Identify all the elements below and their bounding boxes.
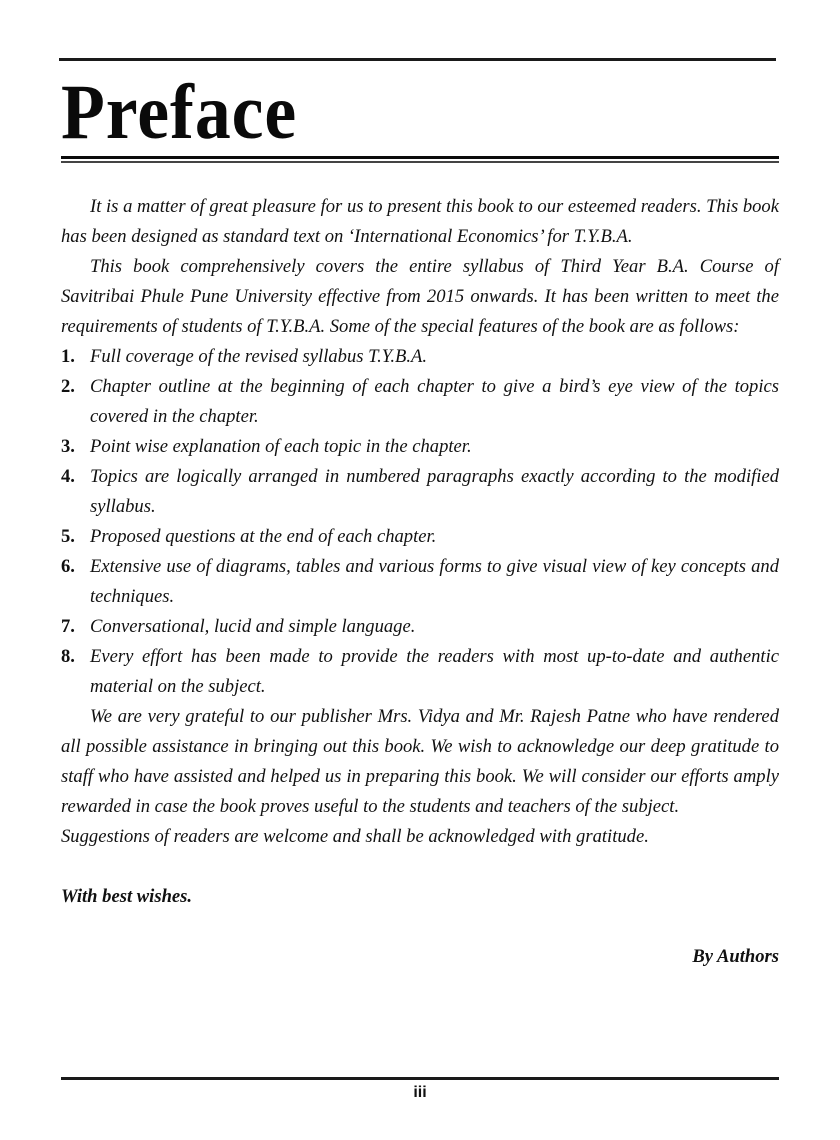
spacer xyxy=(61,852,779,882)
list-item xyxy=(61,462,779,522)
list-item xyxy=(61,342,779,372)
intro-paragraph-1: It is a matter of great pleasure for us to present this book to our esteemed readers. This book has been designed as standard text on ‘International Economics’ for T.Y.B.A. xyxy=(61,196,779,247)
list-number: 5. xyxy=(61,526,75,547)
list-text: Full coverage of the revised syllabus T.Y.B.A. xyxy=(90,346,428,367)
list-text: Conversational, lucid and simple language. xyxy=(90,616,416,637)
title-rule-thick xyxy=(61,156,779,159)
list-item xyxy=(61,642,779,702)
list-text: Point wise explanation of each topic in the chapter. xyxy=(90,436,472,457)
list-text: Topics are logically arranged in numbered paragraphs exactly according to the modified syllabus. xyxy=(90,466,779,517)
list-number: 6. xyxy=(61,556,75,577)
suggestions-paragraph: Suggestions of readers are welcome and shall be acknowledged with gratitude. xyxy=(61,826,649,847)
list-item xyxy=(61,372,779,432)
list-number: 2. xyxy=(61,376,75,397)
list-item xyxy=(61,552,779,612)
list-number: 4. xyxy=(61,466,75,487)
title-rule-thin xyxy=(61,161,779,163)
acknowledgement-paragraph: We are very grateful to our publisher Mrs. Vidya and Mr. Rajesh Patne who have rendered all possible assistance in bringing out this book. We wish to acknowledge our deep gratitude to staff who have assisted and helped us in preparing this book. We will consider our efforts amply rewarded in case the book proves useful to the students and teachers of the subject. xyxy=(61,706,779,817)
list-text: Chapter outline at the beginning of each chapter to give a bird’s eye view of the topics covered in the chapter. xyxy=(90,376,779,427)
preface-body xyxy=(61,192,779,972)
list-number: 8. xyxy=(61,646,75,667)
list-text: Proposed questions at the end of each chapter. xyxy=(90,526,437,547)
page-title: Preface xyxy=(61,68,298,155)
intro-paragraph-2: This book comprehensively covers the entire syllabus of Third Year B.A. Course of Savitribai Phule Pune University effective from 2015 onwards. It has been written to meet the requirements of students of T.Y.B.A. Some of the special features of the book are as follows: xyxy=(61,256,779,337)
list-text: Extensive use of diagrams, tables and various forms to give visual view of key concepts and techniques. xyxy=(90,556,779,607)
list-number: 1. xyxy=(61,346,75,367)
list-number: 7. xyxy=(61,616,75,637)
spacer xyxy=(61,912,779,942)
footer-rule xyxy=(61,1077,779,1080)
features-list xyxy=(61,342,779,702)
list-item xyxy=(61,522,779,552)
list-number: 3. xyxy=(61,436,75,457)
top-rule xyxy=(59,58,776,61)
page-number: iii xyxy=(413,1084,427,1101)
list-text: Every effort has been made to provide the readers with most up-to-date and authentic material on the subject. xyxy=(90,646,779,697)
list-item xyxy=(61,432,779,462)
closing-line: With best wishes. xyxy=(61,886,193,907)
signature: By Authors xyxy=(692,946,779,967)
list-item xyxy=(61,612,779,642)
